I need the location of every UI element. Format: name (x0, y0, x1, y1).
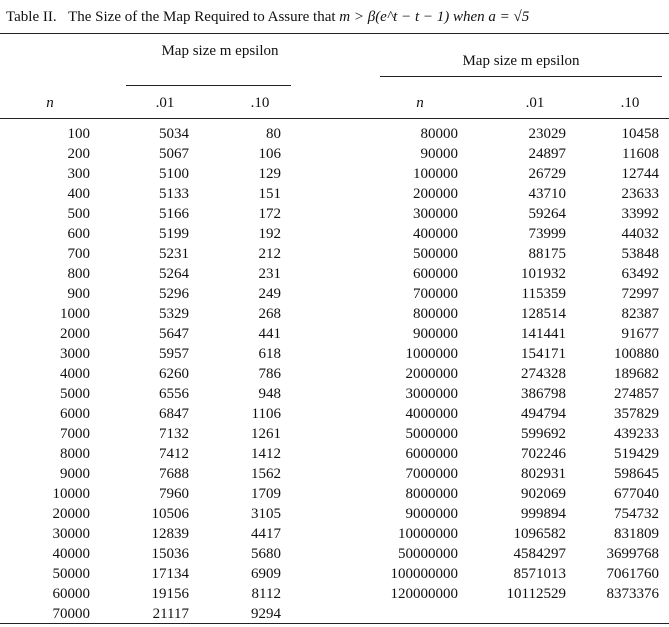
table-row (0, 224, 669, 244)
left-n-cell: 60000 (52, 586, 90, 602)
table-row (0, 204, 669, 224)
left-eps10-cell: 1106 (251, 406, 281, 422)
right-eps01-cell: 73999 (528, 226, 566, 242)
right-eps10-cell: 677040 (614, 486, 659, 502)
left-n-cell: 7000 (60, 426, 90, 442)
table-row (0, 604, 669, 624)
right-n-cell: 9000000 (405, 506, 458, 522)
left-eps10-cell: 1412 (251, 446, 281, 462)
right-eps10-cell: 53848 (621, 246, 659, 262)
left-eps10-cell: 8112 (251, 586, 281, 602)
right-eps01-cell: 43710 (528, 186, 566, 202)
left-n-cell: 400 (67, 186, 90, 202)
left-eps01-cell: 21117 (152, 606, 189, 622)
right-n-cell: 900000 (413, 326, 458, 342)
table-title: The Size of the Map Required to Assure that (68, 9, 336, 25)
left-n-cell: 3000 (60, 346, 90, 362)
table-row (0, 284, 669, 304)
left-n-cell: 70000 (52, 606, 90, 622)
table-row (0, 344, 669, 364)
right-n-cell: 10000000 (398, 526, 458, 542)
table-formula: m > β(e^t − t − 1) when a = √5 (339, 9, 530, 25)
table-body (0, 124, 669, 624)
right-n-cell: 50000000 (398, 546, 458, 562)
right-eps01-cell: 101932 (521, 266, 566, 282)
left-eps10-cell: 618 (258, 346, 281, 362)
left-eps10-cell: 9294 (251, 606, 281, 622)
left-n-cell: 10000 (52, 486, 90, 502)
left-eps10-cell: 3105 (251, 506, 281, 522)
left-eps01-cell: 15036 (151, 546, 189, 562)
left-eps10-cell: 948 (258, 386, 281, 402)
right-eps01-cell: 26729 (528, 166, 566, 182)
table-row (0, 564, 669, 584)
right-eps10-cell: 10458 (621, 126, 659, 142)
left-n-cell: 200 (67, 146, 90, 162)
col-header-10-right: .10 (620, 95, 640, 111)
left-eps01-cell: 5166 (159, 206, 189, 222)
left-eps10-cell: 192 (258, 226, 281, 242)
left-eps10-cell: 172 (258, 206, 281, 222)
left-n-cell: 6000 (60, 406, 90, 422)
right-eps10-cell: 82387 (621, 306, 659, 322)
table-row (0, 484, 669, 504)
left-eps10-cell: 249 (258, 286, 281, 302)
right-n-cell: 6000000 (405, 446, 458, 462)
left-eps01-cell: 5231 (159, 246, 189, 262)
table-row (0, 384, 669, 404)
left-eps10-cell: 106 (258, 146, 281, 162)
right-eps10-cell: 3699768 (606, 546, 659, 562)
right-n-cell: 120000000 (390, 586, 458, 602)
left-eps01-cell: 7688 (159, 466, 189, 482)
right-eps10-cell: 23633 (621, 186, 659, 202)
left-eps01-cell: 10506 (151, 506, 189, 522)
table-caption (6, 8, 666, 26)
left-eps10-cell: 268 (258, 306, 281, 322)
right-eps01-cell: 10112529 (506, 586, 566, 602)
right-n-cell: 1000000 (405, 346, 458, 362)
left-group-header (150, 42, 290, 60)
right-eps01-cell: 702246 (521, 446, 566, 462)
table-label: Table II. (6, 9, 57, 25)
left-eps01-cell: 7960 (159, 486, 189, 502)
left-eps01-cell: 6260 (159, 366, 189, 382)
left-n-cell: 1000 (60, 306, 90, 322)
table-row (0, 464, 669, 484)
left-eps10-cell: 441 (258, 326, 281, 342)
right-eps01-cell: 599692 (521, 426, 566, 442)
right-n-cell: 800000 (413, 306, 458, 322)
right-n-cell: 200000 (413, 186, 458, 202)
right-eps10-cell: 11608 (622, 146, 659, 162)
right-n-cell: 500000 (413, 246, 458, 262)
left-eps01-cell: 5034 (159, 126, 189, 142)
left-n-cell: 50000 (52, 566, 90, 582)
right-eps10-cell: 519429 (614, 446, 659, 462)
right-eps10-cell: 754732 (614, 506, 659, 522)
right-n-cell: 700000 (413, 286, 458, 302)
top-rule (0, 33, 669, 34)
right-n-cell: 300000 (413, 206, 458, 222)
left-n-cell: 30000 (52, 526, 90, 542)
left-n-cell: 8000 (60, 446, 90, 462)
right-n-cell: 4000000 (405, 406, 458, 422)
left-eps10-cell: 212 (258, 246, 281, 262)
right-eps01-cell: 1096582 (513, 526, 566, 542)
left-eps01-cell: 5100 (159, 166, 189, 182)
right-n-cell: 8000000 (405, 486, 458, 502)
table-row (0, 544, 669, 564)
left-n-cell: 700 (67, 246, 90, 262)
right-eps01-cell: 902069 (521, 486, 566, 502)
table-row (0, 184, 669, 204)
left-eps01-cell: 5647 (159, 326, 189, 342)
left-eps01-cell: 17134 (151, 566, 189, 582)
right-n-cell: 2000000 (405, 366, 458, 382)
right-eps01-cell: 23029 (528, 126, 566, 142)
left-group-header-text: Map size m epsilon (161, 43, 279, 59)
right-eps01-cell: 386798 (521, 386, 566, 402)
table-row (0, 264, 669, 284)
right-eps01-cell: 4584297 (513, 546, 566, 562)
right-eps10-cell: 189682 (614, 366, 659, 382)
left-eps01-cell: 5957 (159, 346, 189, 362)
left-eps10-cell: 4417 (251, 526, 281, 542)
header-bottom-rule (0, 118, 669, 119)
bottom-rule (0, 623, 669, 624)
right-n-cell: 5000000 (405, 426, 458, 442)
right-n-cell: 90000 (420, 146, 458, 162)
right-n-cell: 3000000 (405, 386, 458, 402)
table-row (0, 124, 669, 144)
left-n-cell: 20000 (52, 506, 90, 522)
left-eps01-cell: 6556 (159, 386, 189, 402)
col-header-n-right: n (416, 95, 424, 111)
right-group-header-text: Map size m epsilon (462, 53, 580, 69)
right-n-cell: 80000 (420, 126, 458, 142)
right-eps10-cell: 72997 (621, 286, 659, 302)
left-eps10-cell: 6909 (251, 566, 281, 582)
right-eps10-cell: 63492 (621, 266, 659, 282)
left-eps10-cell: 1709 (251, 486, 281, 502)
right-eps01-cell: 154171 (521, 346, 566, 362)
left-n-cell: 600 (67, 226, 90, 242)
left-group-rule (126, 85, 291, 86)
right-eps10-cell: 33992 (621, 206, 659, 222)
right-n-cell: 100000 (413, 166, 458, 182)
left-eps10-cell: 5680 (251, 546, 281, 562)
left-n-cell: 40000 (52, 546, 90, 562)
col-header-01-left: .01 (155, 95, 175, 111)
left-eps01-cell: 5296 (159, 286, 189, 302)
table-row (0, 164, 669, 184)
table-row (0, 524, 669, 544)
right-eps01-cell: 999894 (521, 506, 566, 522)
right-eps01-cell: 59264 (528, 206, 566, 222)
table-row (0, 304, 669, 324)
col-header-10-left: .10 (250, 95, 270, 111)
left-n-cell: 2000 (60, 326, 90, 342)
right-eps10-cell: 91677 (621, 326, 659, 342)
right-eps10-cell: 12744 (621, 166, 659, 182)
left-eps01-cell: 12839 (151, 526, 189, 542)
right-eps01-cell: 8571013 (513, 566, 566, 582)
left-eps01-cell: 7412 (159, 446, 189, 462)
left-eps10-cell: 1261 (251, 426, 281, 442)
right-eps01-cell: 128514 (521, 306, 566, 322)
table-row (0, 584, 669, 604)
left-eps10-cell: 151 (258, 186, 281, 202)
left-n-cell: 4000 (60, 366, 90, 382)
left-n-cell: 100 (67, 126, 90, 142)
table-row (0, 144, 669, 164)
right-group-rule (380, 76, 662, 77)
table-row (0, 504, 669, 524)
col-header-01-right: .01 (525, 95, 545, 111)
left-n-cell: 5000 (60, 386, 90, 402)
right-eps10-cell: 44032 (621, 226, 659, 242)
right-n-cell: 7000000 (405, 466, 458, 482)
left-eps10-cell: 1562 (251, 466, 281, 482)
left-eps01-cell: 5264 (159, 266, 189, 282)
right-eps01-cell: 141441 (521, 326, 566, 342)
right-n-cell: 100000000 (390, 566, 458, 582)
right-eps01-cell: 274328 (521, 366, 566, 382)
table-row (0, 324, 669, 344)
left-eps01-cell: 5067 (159, 146, 189, 162)
right-eps10-cell: 274857 (614, 386, 659, 402)
right-eps01-cell: 88175 (528, 246, 566, 262)
table-row (0, 424, 669, 444)
left-eps01-cell: 5199 (159, 226, 189, 242)
right-group-header (380, 52, 662, 70)
right-eps10-cell: 598645 (614, 466, 659, 482)
left-eps01-cell: 19156 (151, 586, 189, 602)
left-eps10-cell: 80 (266, 126, 281, 142)
table-row (0, 444, 669, 464)
left-eps10-cell: 786 (258, 366, 281, 382)
right-n-cell: 400000 (413, 226, 458, 242)
left-eps10-cell: 231 (258, 266, 281, 282)
right-eps01-cell: 115359 (521, 286, 566, 302)
right-eps01-cell: 494794 (521, 406, 566, 422)
left-n-cell: 500 (67, 206, 90, 222)
right-eps10-cell: 100880 (614, 346, 659, 362)
col-header-n-left: n (46, 95, 54, 111)
left-n-cell: 900 (67, 286, 90, 302)
left-eps01-cell: 7132 (159, 426, 189, 442)
right-eps01-cell: 802931 (521, 466, 566, 482)
right-n-cell: 600000 (413, 266, 458, 282)
table-row (0, 404, 669, 424)
right-eps10-cell: 357829 (614, 406, 659, 422)
right-eps10-cell: 439233 (614, 426, 659, 442)
left-eps01-cell: 6847 (159, 406, 189, 422)
right-eps10-cell: 831809 (614, 526, 659, 542)
left-eps01-cell: 5133 (159, 186, 189, 202)
right-eps10-cell: 8373376 (606, 586, 659, 602)
left-eps01-cell: 5329 (159, 306, 189, 322)
left-eps10-cell: 129 (258, 166, 281, 182)
table-row (0, 364, 669, 384)
right-eps10-cell: 7061760 (606, 566, 659, 582)
left-n-cell: 800 (67, 266, 90, 282)
left-n-cell: 9000 (60, 466, 90, 482)
right-eps01-cell: 24897 (528, 146, 566, 162)
left-n-cell: 300 (67, 166, 90, 182)
table-row (0, 244, 669, 264)
